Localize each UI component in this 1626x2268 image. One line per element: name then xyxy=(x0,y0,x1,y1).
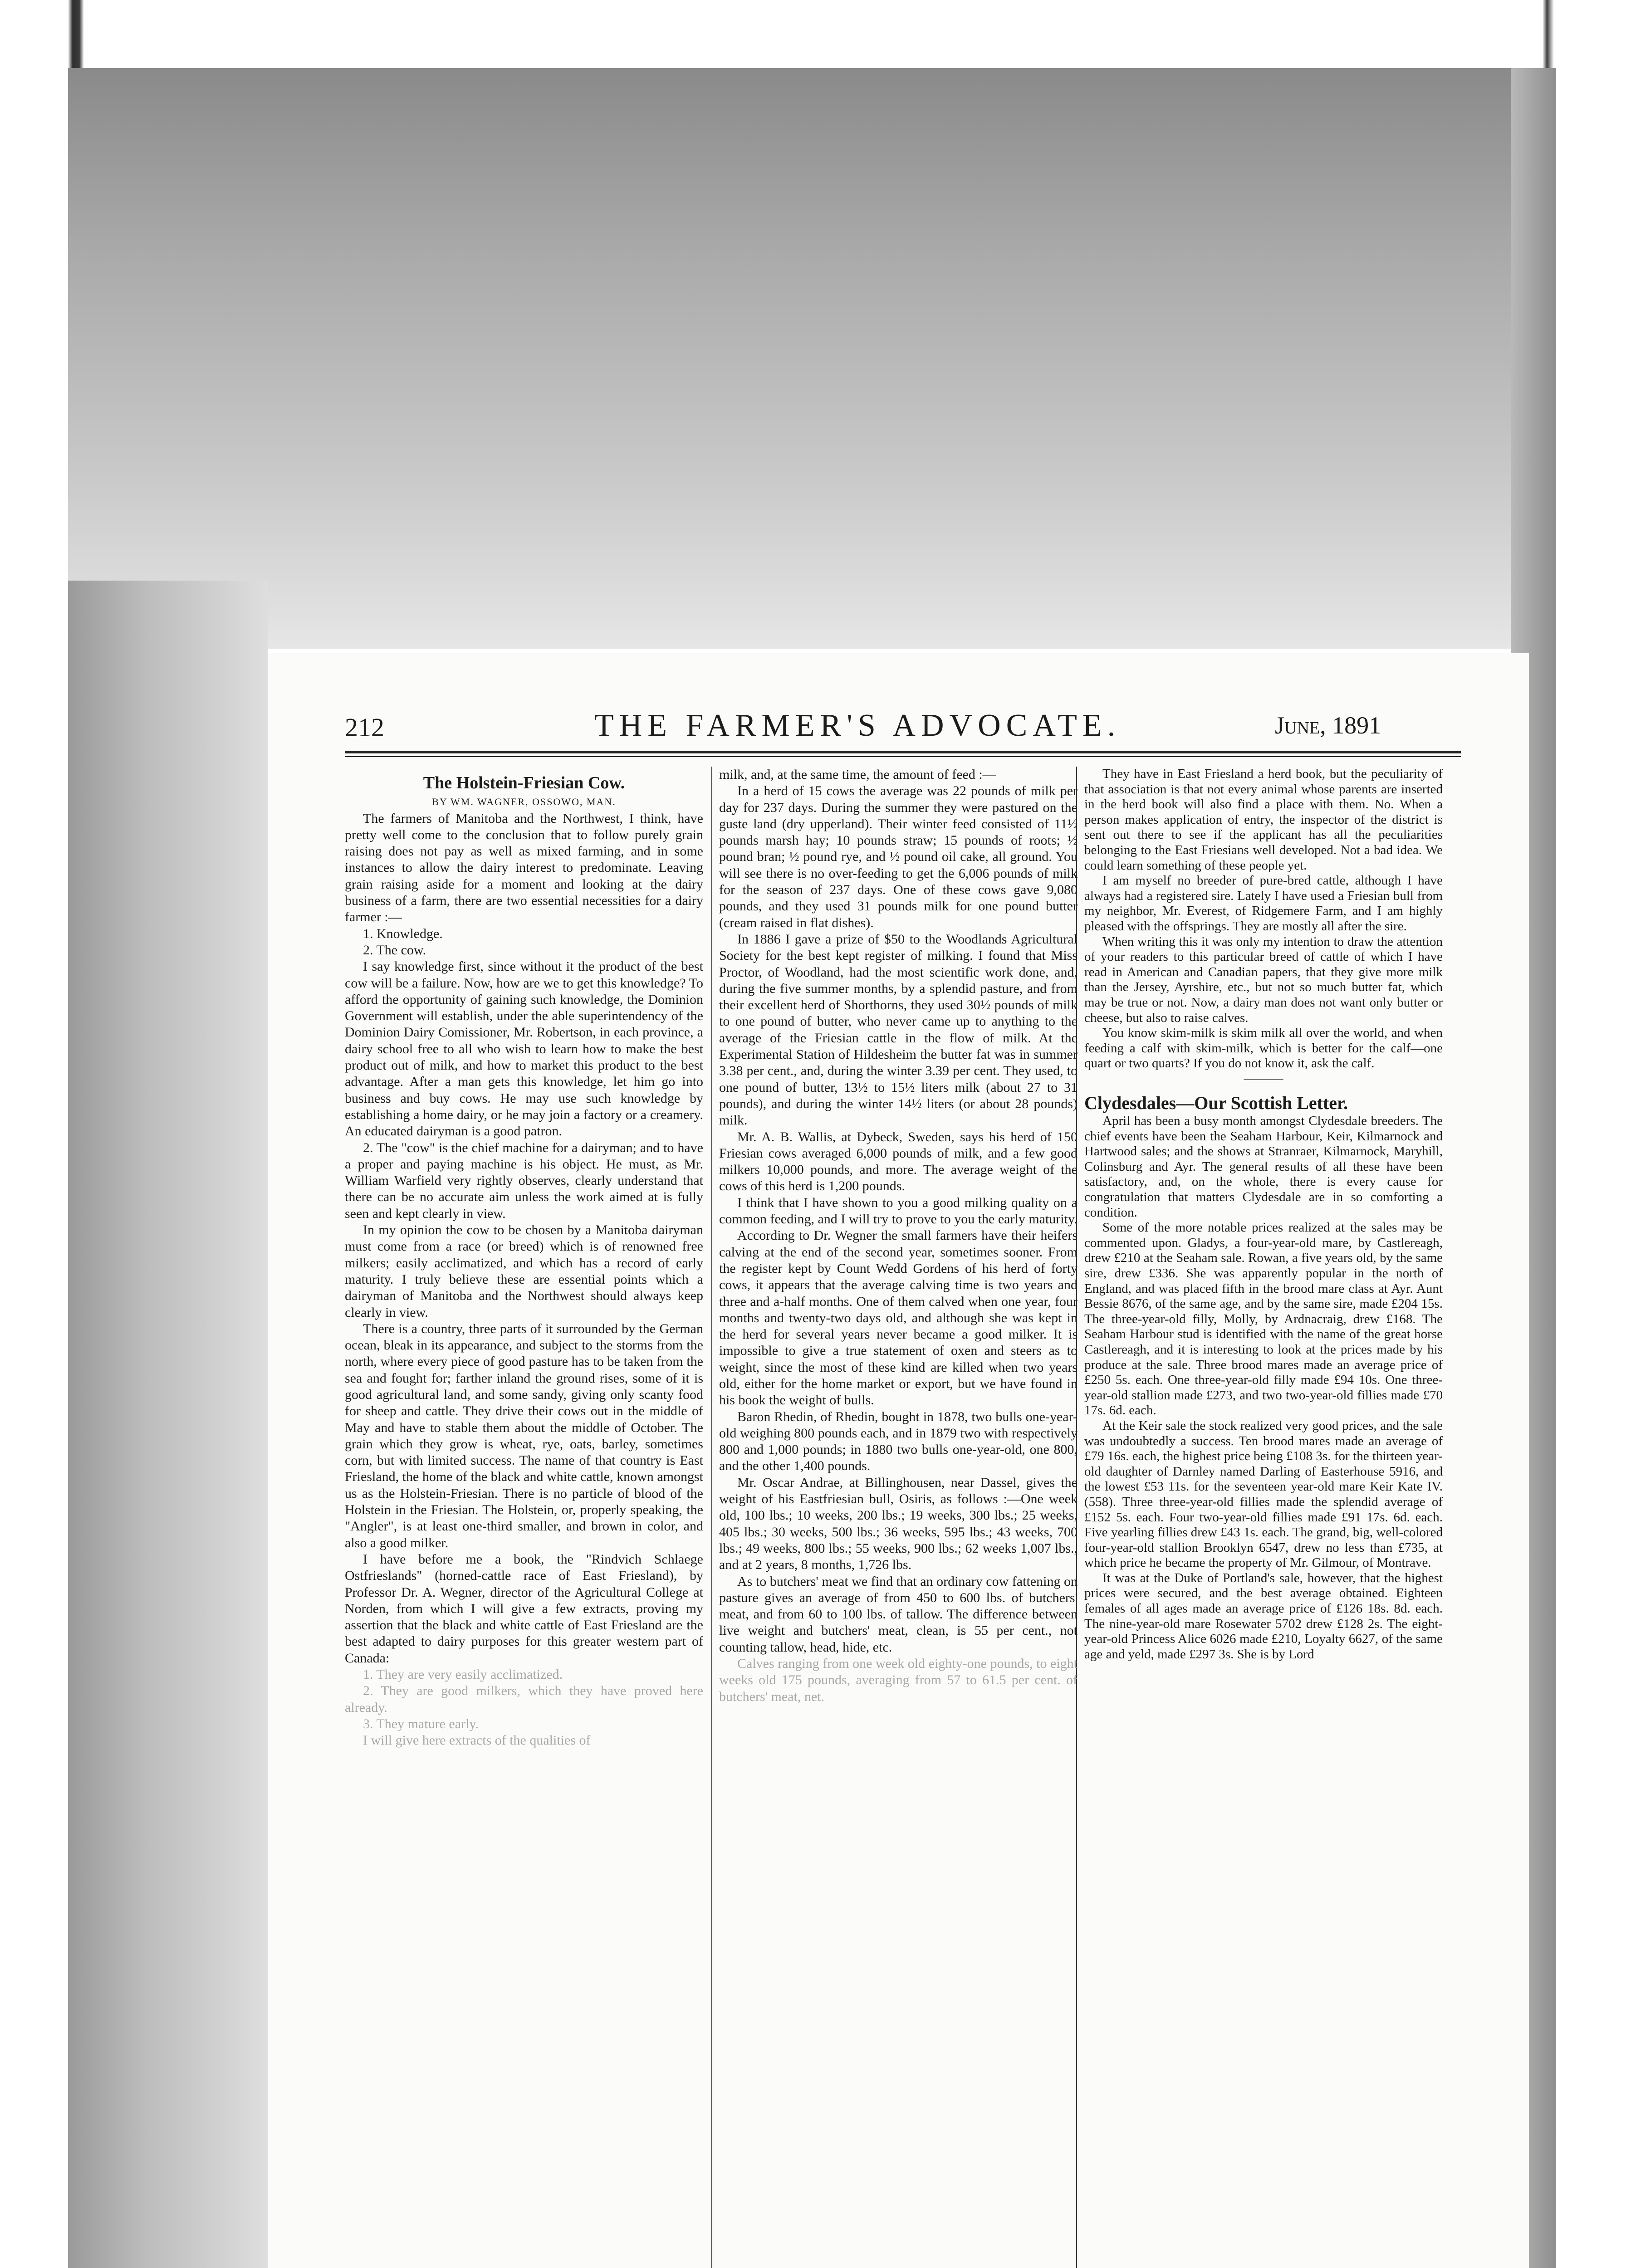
section-separator: ——— xyxy=(1244,1071,1283,1086)
article-byline: BY WM. WAGNER, OSSOWO, MAN. xyxy=(432,796,616,808)
column-divider xyxy=(711,767,712,2268)
list-item: 1. They are very easily acclimatized. xyxy=(363,1667,563,1682)
paragraph: 2. The "cow" is the chief machine for a dairyman; and to have a proper and paying machine is his object. He must, as Mr. William Warfield very rightly observes, clearly understand that there can be no accurate aim unless the work aimed at is fully seen and kept clearly in view. xyxy=(345,1140,703,1221)
paragraph: You know skim-milk is skim milk all over the world, and when feeding a calf with skim-milk, which is better for the calf—one quart or two quarts? If you do not know it, ask the calf. xyxy=(1084,1026,1443,1071)
masthead: THE FARMER'S ADVOCATE. xyxy=(594,708,1121,743)
paragraph: According to Dr. Wegner the small farmers have their heifers calving at the end of the second year, sometimes sooner. From the register kept by Count Wedd Gordens of his herd of forty cows, it appears that the average calving time is two years and three and a-half months. One of them calved when one year, four months and twenty-two days old, and although she was kept in the herd for several years never became a good milker. It is impossible to give a true statement of oxen and steers as to weight, since the most of these kind are killed when two years old, either for the home market or export, but we have found in his book the weight of bulls. xyxy=(719,1228,1077,1408)
issue-date: June, 1891 xyxy=(1275,712,1381,739)
paragraph: As to butchers' meat we find that an ordinary cow fattening on pasture gives an average of from 450 to 600 lbs. of butchers' meat, and from 60 to 100 lbs. of tallow. The difference between live weight and butchers' meat, clean, is 55 per cent., not counting tallow, head, hide, etc. xyxy=(719,1574,1077,1655)
header-rule-thin xyxy=(345,756,1461,757)
paragraph: The farmers of Manitoba and the Northwest, I think, have pretty well come to the conclusion that to follow purely grain raising does not pay as well as mixed farming, and in some instances to allow the dairy interest to predominate. Leaving grain raising aside for a moment and looking at the dairy business of a farm, there are two essential necessities for a dairy farmer :— xyxy=(345,811,703,925)
newspaper-page xyxy=(268,653,1529,2268)
column-2 xyxy=(719,767,1077,2268)
list-item: 1. Knowledge. xyxy=(363,926,443,941)
paragraph: April has been a busy month amongst Clydesdale breeders. The chief events have been the Seaham Harbour, Keir, Kilmarnock and Hartwood sales; and the shows at Stranraer, Kilmarnock, Maryhill, Colinsburg and Ayr. The general results of all these have been satisfactory, and, on the whole, there is every cause for congratulation that matters Clydesdale are in so comforting a condition. xyxy=(1084,1114,1443,1220)
paragraph: In a herd of 15 cows the average was 22 pounds of milk per day for 237 days. During the summer they were pastured on the guste land (dry upperland). Their winter feed consisted of 11½ pounds marsh hay; 10 pounds straw; 15 pounds of roots; ½ pound bran; ½ pound rye, and ½ pound oil cake, all ground. You will see there is no over-feeding to get the 6,006 pounds of milk for the season of 237 days. One of these cows gave 9,080 pounds, and they used 31 pounds milk for one pound butter (cream raised in flat dishes). xyxy=(719,783,1077,930)
paragraph: I say knowledge first, since without it the product of the best cow will be a failure. Now, how are we to get this knowledge? To afford the opportunity of gaining such knowledge, the Dominion Government will establish, under the able superintendency of the Dominion Dairy Comissioner, Mr. Robertson, in each province, a dairy school free to all who wish to learn how to make the best product out of milk, and how to market this product to the best advantage. After a man gets this knowledge, let him go into business and buy cows. He may use such knowledge by establishing a home dairy, or he may join a factory or a creamery. An educated dairyman is a good patron. xyxy=(345,959,703,1139)
paragraph: milk, and, at the same time, the amount of feed :— xyxy=(719,767,996,782)
paragraph: In my opinion the cow to be chosen by a Manitoba dairyman must come from a race (or breed) which is of renowned free milkers; easily acclimatized, and which has a record of early maturity. I truly believe these are essential points which a dairyman of Manitoba and the Northwest should always keep clearly in view. xyxy=(345,1222,703,1320)
paragraph: There is a country, three parts of it surrounded by the German ocean, bleak in its appearance, and subject to the storms from the north, where every piece of good pasture has to be taken from the sea and fought for; farther inland the ground rises, some of it is good agricultural land, and some sandy, giving only scanty food for sheep and cattle. They drive their cows out in the middle of May and have to stable them about the middle of October. The grain which they grow is wheat, rye, oats, barley, sometimes corn, but with limited success. The name of that country is East Friesland, the home of the black and white cattle, known amongst us as the Holstein-Friesian. There is no particle of blood of the Holstein in the Friesian. The Holstein, or, properly speaking, the "Angler", is at least one-third smaller, and brown in color, and also a good milker. xyxy=(345,1321,703,1550)
paragraph: I am myself no breeder of pure-bred cattle, although I have always had a registered sire. Lately I have used a Friesian bull from my neighbor, Mr. Everest, of Ridgemere Farm, and I am highly pleased with the offsprings. They are mostly all after the sire. xyxy=(1084,873,1443,934)
article-heading: Clydesdales—Our Scottish Letter. xyxy=(1084,1093,1348,1114)
paragraph: Mr. A. B. Wallis, at Dybeck, Sweden, says his herd of 150 Friesian cows averaged 6,000 pounds of milk, and a few good milkers 10,000 pounds, and more. The average weight of the cows of this herd is 1,200 pounds. xyxy=(719,1129,1077,1194)
paragraph: They have in East Friesland a herd book, but the peculiarity of that association is that not every animal whose parents are inserted in the herd book will also find a place with them. No. When a person makes application of entry, the inspector of the district is sent out there to see if the applicant has all the peculiarities belonging to the East Friesians well developed. Not a bad idea. We could learn something of these people yet. xyxy=(1084,767,1443,873)
paragraph: Calves ranging from one week old eighty-one pounds, to eight weeks old 175 pounds, averaging from 57 to 61.5 per cent. of butchers' meat, net. xyxy=(719,1656,1077,1704)
paragraph: It was at the Duke of Portland's sale, however, that the highest prices were secured, and the best average obtained. Eighteen females of all ages made an average price of £126 18s. 8d. each. The nine-year-old mare Rosewater 5702 drew £128 2s. The eight-year-old Princess Alice 6026 made £210, Loyalty 6627, of the same age and yeld, made £297 3s. She is by Lord xyxy=(1084,1570,1443,1662)
article-heading: The Holstein-Friesian Cow. xyxy=(423,773,625,792)
paragraph: At the Keir sale the stock realized very good prices, and the sale was undoubtedly a success. Ten brood mares made an average of £79 16s. each, the highest price being £108 3s. for the thirteen year-old daughter of Darnley named Darling of Easterhouse 5916, and the lowest £53 11s. for the seventeen year-old mare Keir Kate IV. (558). Three three-year-old fillies made the splendid average of £152 5s. each. Four two-year-old fillies made £91 17s. 6d. each. Five yearling fillies drew £43 1s. each. The grand, big, well-colored four-year-old stallion Brooklyn 6547, drew no less than £735, at which price he became the property of Mr. Gilmour, of Montrave. xyxy=(1084,1418,1443,1570)
paragraph: When writing this it was only my intention to draw the attention of your readers to this particular breed of cattle of which I have read in American and Canadian papers, that they give more milk than the Jersey, Ayrshire, etc., but not so much butter fat, which may be true or not. Now, a dairy man does not want only butter or cheese, but also to raise calves. xyxy=(1084,934,1443,1025)
paragraph: In 1886 I gave a prize of $50 to the Woodlands Agricultural Society for the best kept register of milking. I found that Miss Proctor, of Woodland, had the most scientific work done, and, during the five summer months, by a splendid pasture, and from their excellent herd of Shorthorns, they used 30½ pounds of milk to one pound of butter, who never came up to anything to the average of the Friesian cattle in the flow of milk. At the Experimental Station of Hildesheim the butter fat was in summer 3.38 per cent., and, during the winter 3.39 per cent. They used, to one pound of butter, 13½ to 15½ liters milk (about 27 to 31 pounds), and during the winter 14½ liters (or about 28 pounds) milk. xyxy=(719,931,1077,1128)
paragraph: I will give here extracts of the qualities of xyxy=(363,1733,591,1748)
scan-shadow-left xyxy=(68,581,268,2268)
paragraph: Mr. Oscar Andrae, at Billinghousen, near Dassel, gives the weight of his Eastfriesian bull, Osiris, as follows :—One week old, 100 lbs.; 10 weeks, 200 lbs.; 19 weeks, 300 lbs.; 25 weeks, 405 lbs.; 30 weeks, 500 lbs.; 36 weeks, 595 lbs.; 43 weeks, 700 lbs.; 49 weeks, 800 lbs.; 55 weeks, 900 lbs.; 62 weeks 1,007 lbs., and at 2 years, 8 months, 1,726 lbs. xyxy=(719,1475,1077,1573)
list-item: 2. The cow. xyxy=(363,942,426,958)
column-3 xyxy=(1084,767,1443,2268)
paragraph: Some of the more notable prices realized at the sales may be commented upon. Gladys, a four-year-old mare, by Castlereagh, drew £210 at the Seaham sale. Rowan, a five years old, by the same sire, drew £336. She was apparently popular in the north of England, and was placed fifth in the brood mare class at Ayr. Aunt Bessie 8676, of the same age, and by the same sire, made £204 15s. The three-year-old filly, Molly, by Ardnacraig, drew £168. The Seaham Harbour stud is identified with the name of the great horse Castlereagh, and it is interesting to look at the prices made by his produce at the sale. Three brood mares made an average price of £250 5s. each. One three-year-old filly made £94 10s. One three-year-old stallion made £273, and two two-year-old fillies made £70 17s. 6d. each. xyxy=(1084,1220,1443,1418)
column-1 xyxy=(345,767,703,2268)
header-rule-thick xyxy=(345,751,1461,753)
list-item: 3. They mature early. xyxy=(363,1716,479,1731)
scan-shadow-top xyxy=(68,68,1556,649)
paragraph: I think that I have shown to you a good milking quality on a common feeding, and I will try to prove to you the early maturity. xyxy=(719,1195,1077,1227)
list-item: 2. They are good milkers, which they have proved here already. xyxy=(345,1683,703,1715)
paragraph: I have before me a book, the "Rindvich Schlaege Ostfrieslands" (horned-cattle race of East Friesland), by Professor Dr. A. Wegner, director of the Agricultural College at Norden, from which I will give a few extracts, proving my assertion that the black and white cattle of East Friesland are the best adapted to dairy purposes for this greater western part of Canada: xyxy=(345,1551,703,1666)
paragraph: Baron Rhedin, of Rhedin, bought in 1878, two bulls one-year-old weighing 800 pounds each, and in 1879 two with respectively 800 and 1,000 pounds; in 1880 two bulls one-year-old, one 800, and the other 1,400 pounds. xyxy=(719,1409,1077,1474)
page-number: 212 xyxy=(345,713,384,742)
